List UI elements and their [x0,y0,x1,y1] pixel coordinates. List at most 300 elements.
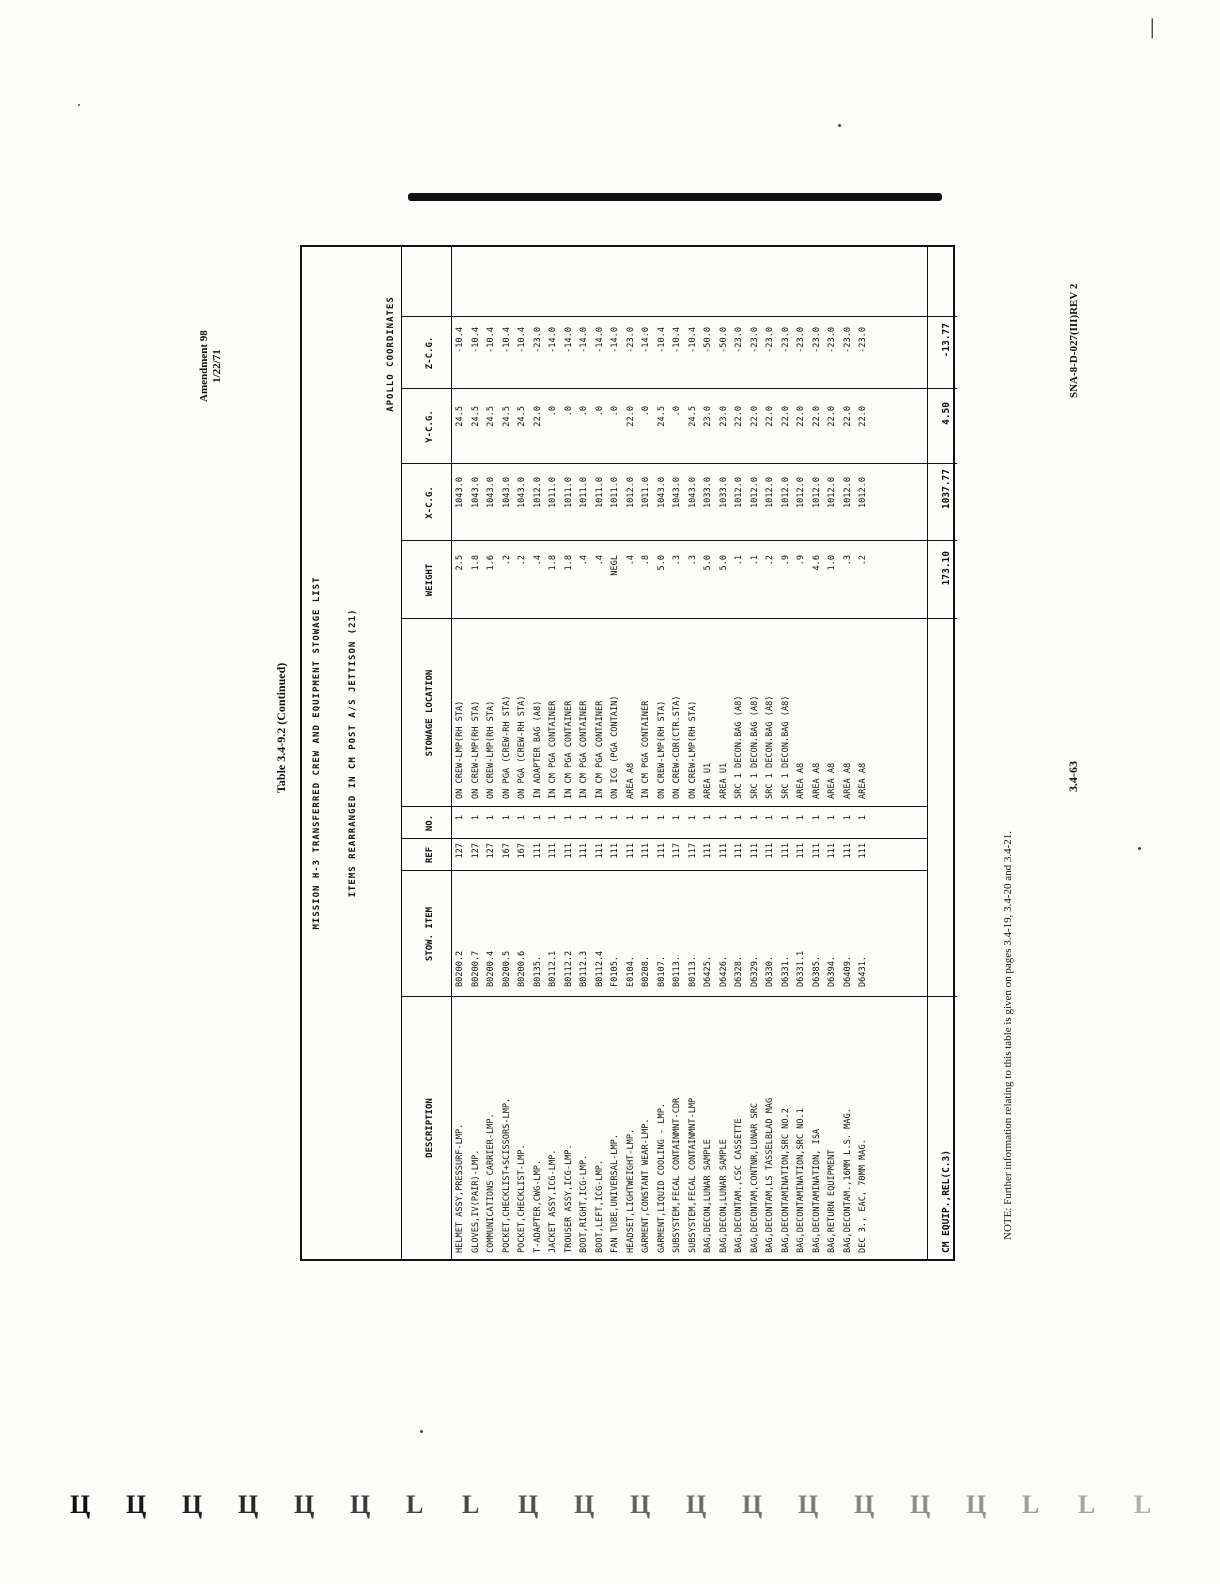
cell-ref: 127 [455,843,465,859]
cell-description: DEC 3., EAC, 70MM MAG. [858,1139,868,1253]
cell-xcg: 1011.0 [563,477,574,509]
speck [1138,847,1141,850]
cell-location: AREA A8 [827,762,837,799]
cell-stow-item: B0200.4 [486,950,496,987]
cell-stow-item: B0107. [656,955,667,987]
cell-location: ON CREW-LMP(RH STA) [486,700,496,799]
film-mark: Ц [518,1490,539,1519]
cell-zcg: -10.4 [501,327,512,353]
film-mark: Ц [126,1490,147,1519]
cell-weight: .9 [796,555,806,566]
cell-weight: .3 [687,555,698,566]
cell-location: ON PGA (CREW-RH STA) [501,695,512,799]
cell-ycg: 24.5 [517,406,527,427]
cell-weight: .2 [858,555,868,566]
cell-description: BAG,DECONTAM.,16MM L.S. MAG. [842,1108,853,1253]
cell-ref: 117 [672,843,682,859]
cell-xcg: 1012.0 [532,477,543,509]
ref-column [453,843,872,869]
cell-zcg: -10.4 [687,327,698,353]
cell-description: BAG,DECON,LUNAR SAMPLE [703,1139,713,1253]
cell-ref: 127 [486,843,496,859]
cell-weight: .4 [625,555,636,566]
cell-ycg: 22.0 [532,406,543,427]
cell-location: AREA A8 [796,762,806,799]
cell-zcg: -23.0 [827,327,837,353]
stowage-table [300,245,955,1261]
amendment-label: Amendment 98 [198,330,210,402]
cell-stow-item: D6409. [842,955,853,987]
cell-no: 1 [796,815,806,821]
film-mark: Ц [686,1490,707,1519]
top-right-mark: | [1150,14,1155,39]
cell-no: 1 [594,815,605,821]
cell-stow-item: B0208. [641,955,651,987]
cell-no: 1 [672,815,682,821]
cell-xcg: 1011.0 [641,477,651,509]
film-mark: L [1134,1490,1152,1519]
cell-zcg: -23.0 [532,327,543,353]
cell-weight: .1 [749,555,760,566]
cell-location: AREA A8 [811,762,822,799]
zcg-column [453,327,872,387]
cell-no: 1 [470,815,481,821]
film-mark: L [462,1490,480,1519]
cell-ycg: 22.0 [625,406,636,427]
cell-stow-item: B0200.5 [501,950,512,987]
cell-location: AREA A8 [842,762,853,799]
cell-no: 1 [734,815,744,821]
cell-zcg: -23.0 [625,327,636,353]
header-ref: REF [425,846,435,864]
table-title: Table 3.4-9.2 (Continued) [274,662,288,793]
cell-description: BOOT,RIGHT,ICG-LMP. [579,1154,589,1253]
description-column [453,999,872,1253]
cell-location: SRC 1 DECON.BAG (A8) [749,695,760,799]
cell-xcg: 1012.0 [734,477,744,509]
cell-location: SRC 1 DECON.BAG (A8) [765,695,775,799]
cell-no: 1 [517,815,527,821]
cell-location: IN CM PGA CONTAINER [548,700,558,799]
header-zcg: Z-C.G. [425,336,435,370]
cell-zcg: -23.0 [796,327,806,353]
cell-xcg: 1012.0 [796,477,806,509]
cell-location: ON ICG (PGA CONTAIN) [610,695,620,799]
cell-no: 1 [656,815,667,821]
cell-location: ON CREW-LMP(RH STA) [687,700,698,799]
amendment-block [198,330,224,402]
cell-location: ON CREW-LMP(RH STA) [455,700,465,799]
cell-no: 1 [563,815,574,821]
cell-description: GARMENT,CONSTANT WEAR-LMP. [641,1118,651,1253]
cell-ycg: 22.0 [842,406,853,427]
cell-ycg: 22.0 [780,406,791,427]
cell-xcg: 1012.0 [780,477,791,509]
cell-description: BAG,DECONTAM,LS TASSELBLAD MAG [765,1097,775,1253]
cell-weight: .3 [672,555,682,566]
film-mark: Ц [966,1490,987,1519]
cell-weight: .4 [532,555,543,566]
cell-location: AREA A8 [625,762,636,799]
cell-ref: 111 [780,843,791,859]
cell-zcg: -14.0 [579,327,589,353]
cell-ref: 111 [765,843,775,859]
cell-ycg: .0 [579,406,589,417]
cell-no: 1 [703,815,713,821]
footnote: NOTE: Further information relating to this table is given on pages 3.4-19, 3.4-20 and 3.4-21. [1002,830,1014,1240]
cell-no: 1 [625,815,636,821]
cell-ref: 111 [827,843,837,859]
table-heading-2: ITEMS REARRANGED IN CM POST A/S JETTISON (21) [348,608,358,898]
cell-weight: .2 [765,555,775,566]
header-location: STOWAGE LOCATION [425,669,435,757]
cell-ycg: 22.0 [858,406,868,427]
revision-bar [408,193,942,201]
col-divider [401,463,957,464]
film-mark: Ц [238,1490,259,1519]
cell-ref: 111 [610,843,620,859]
cell-stow-item: D6329. [749,955,760,987]
cell-description: GARMENT,LIQUID COOLING - LMP. [656,1102,667,1253]
speck [838,124,841,127]
cell-description: BAG,DECONTAMINATION,SRC NO.1 [796,1108,806,1253]
cell-xcg: 1011.0 [610,477,620,509]
cell-description: BAG,RETURN EQUIPMENT [827,1149,837,1253]
cell-stow-item: D6425. [703,955,713,987]
header-xcg: X-C.G. [425,486,435,519]
cell-zcg: -50.0 [718,327,729,353]
cell-zcg: -10.4 [656,327,667,353]
total-xcg: 1037.77 [941,469,952,510]
cell-zcg: -23.0 [780,327,791,353]
cell-stow-item: F0105. [610,955,620,987]
cell-zcg: -14.0 [610,327,620,353]
cell-stow-item: B0112.4 [594,950,605,987]
cell-xcg: 1043.0 [687,477,698,509]
cell-location: ON CREW-CDR(CTR.STA) [672,695,682,799]
cell-zcg: -14.0 [563,327,574,353]
cell-xcg: 1043.0 [501,477,512,509]
header-weight: WEIGHT [425,563,435,597]
cell-ycg: .0 [594,406,605,417]
cell-stow-item: B0112.2 [563,950,574,987]
table-heading-1: MISSION H-3 TRANSFERRED CREW AND EQUIPMENT STOWAGE LIST [312,576,322,930]
page-number: 3.4-63 [1066,761,1080,792]
header-top-rule [401,247,402,1259]
cell-stow-item: E0104. [625,955,636,987]
cell-ycg: 22.0 [749,406,760,427]
cell-no: 1 [858,815,868,821]
cell-ref: 111 [625,843,636,859]
film-mark: Ц [574,1490,595,1519]
cell-no: 1 [749,815,760,821]
cell-no: 1 [455,815,465,821]
cell-description: HEADSET,LIGHTWEIGHT-LMP. [625,1128,636,1253]
cell-zcg: -10.4 [486,327,496,353]
film-mark: Ц [70,1490,91,1519]
cell-location: IN CM PGA CONTAINER [641,700,651,799]
cell-zcg: -23.0 [811,327,822,353]
cell-xcg: 1033.0 [718,477,729,509]
film-mark: Ц [798,1490,819,1519]
cell-ycg: 24.5 [486,406,496,427]
xcg-column [453,477,872,539]
cell-xcg: 1011.0 [548,477,558,509]
film-mark: Ц [182,1490,203,1519]
cell-weight: .2 [501,555,512,566]
cell-zcg: -50.0 [703,327,713,353]
cell-ycg: 24.5 [470,406,481,427]
cell-ref: 111 [842,843,853,859]
film-mark: Ц [350,1490,371,1519]
cell-weight: 2.5 [455,555,465,571]
ycg-column [453,406,872,462]
cell-stow-item: B0112.1 [548,950,558,987]
cell-location: AREA A8 [858,762,868,799]
cell-weight: .4 [579,555,589,566]
cell-ref: 111 [641,843,651,859]
coordinates-group-header: APOLLO COORDINATES [386,296,396,412]
cell-ref: 111 [563,843,574,859]
cell-ref: 111 [811,843,822,859]
cell-weight: .3 [842,555,853,566]
cell-ref: 111 [703,843,713,859]
col-divider [401,618,957,619]
cell-no: 1 [780,815,791,821]
cell-no: 1 [579,815,589,821]
cell-weight: 1.8 [470,555,481,571]
col-divider [401,838,927,839]
cell-xcg: 1043.0 [455,477,465,509]
total-zcg: -13.77 [941,323,952,358]
cell-location: ON CREW-LMP(RH STA) [470,700,481,799]
cell-stow-item: D6331. [780,955,791,987]
cell-description: COMMUNICATIONS CARRIER-LMP. [486,1113,496,1253]
cell-stow-item: D6426. [718,955,729,987]
cell-stow-item: D6330. [765,955,775,987]
cell-location: ON PGA (CREW-RH STA) [517,695,527,799]
cell-ref: 167 [517,843,527,859]
cell-no: 1 [641,815,651,821]
cell-description: HELMET ASSY,PRESSURF-LMP. [455,1123,465,1253]
cell-xcg: 1012.0 [765,477,775,509]
cell-stow-item: B0113. [687,955,698,987]
cell-location: ON CREW-LMP(RH STA) [656,700,667,799]
film-mark: L [1022,1490,1040,1519]
cell-ref: 167 [501,843,512,859]
location-column [453,621,872,799]
cell-zcg: -14.0 [594,327,605,353]
cell-xcg: 1011.0 [594,477,605,509]
cell-location: IN ADAPTER BAG (A8) [532,700,543,799]
cell-zcg: -10.4 [470,327,481,353]
cell-weight: .8 [641,555,651,566]
cell-ref: 117 [687,843,698,859]
cell-ref: 127 [470,843,481,859]
cell-description: TROUSER ASSY,ICG-LMP. [563,1144,574,1253]
film-mark: Ц [854,1490,875,1519]
cell-xcg: 1043.0 [470,477,481,509]
cell-no: 1 [532,815,543,821]
cell-stow-item: B0200.6 [517,950,527,987]
cell-ycg: .0 [641,406,651,417]
cell-xcg: 1043.0 [517,477,527,509]
cell-location: SRC 1 DECON.BAG (A8) [780,695,791,799]
cell-description: T-ADAPTER,CWG-LMP. [532,1159,543,1253]
col-divider [401,540,957,541]
cell-weight: 1.8 [548,555,558,571]
cell-stow-item: B0113. [672,955,682,987]
film-mark: L [1078,1490,1096,1519]
table-grid [401,247,957,1259]
cell-stow-item: D6385. [811,955,822,987]
cell-ref: 111 [548,843,558,859]
cell-ycg: 22.0 [811,406,822,427]
cell-stow-item: D6328. [734,955,744,987]
cell-weight: .9 [780,555,791,566]
cell-description: BAG,DECON,LUNAR SAMPLE [718,1139,729,1253]
cell-ycg: 23.0 [718,406,729,427]
cell-xcg: 1043.0 [672,477,682,509]
cell-zcg: -23.0 [858,327,868,353]
cell-ref: 111 [796,843,806,859]
cell-weight: 1.8 [563,555,574,571]
cell-ref: 111 [656,843,667,859]
cell-ref: 111 [532,843,543,859]
cell-location: SRC 1 DECON.BAG (A8) [734,695,744,799]
no-column [453,815,872,835]
cell-weight: .2 [517,555,527,566]
cell-weight: 4.6 [811,555,822,571]
cell-xcg: 1012.0 [749,477,760,509]
cell-weight: .4 [594,555,605,566]
cell-description: JACKET ASSY,ICG-LMP. [548,1149,558,1253]
cell-ref: 111 [594,843,605,859]
header-ycg: Y-C.G. [425,410,435,443]
film-mark: Ц [742,1490,763,1519]
header-bottom-rule [451,247,452,1259]
cell-xcg: 1012.0 [858,477,868,509]
cell-location: IN CM PGA CONTAINER [563,700,574,799]
cell-no: 1 [548,815,558,821]
cell-no: 1 [486,815,496,821]
header-no: NO. [425,814,435,832]
cell-xcg: 1012.0 [827,477,837,509]
cell-zcg: -10.4 [672,327,682,353]
film-mark: Ц [630,1490,651,1519]
cell-no: 1 [610,815,620,821]
cell-ycg: 22.0 [765,406,775,427]
film-mark: Ц [910,1490,931,1519]
cell-stow-item: D6431. [858,955,868,987]
cell-xcg: 1043.0 [656,477,667,509]
cell-no: 1 [811,815,822,821]
cell-stow-item: D6394. [827,955,837,987]
header-stow-item: STOW. ITEM [425,906,435,962]
total-label: CM EQUIP.,REL(C.3) [941,1150,952,1253]
cell-description: FAN TUBE,UNIVERSAL-LMP. [610,1134,620,1253]
cell-zcg: -10.4 [517,327,527,353]
cell-weight: 1.0 [827,555,837,571]
film-mark: Ц [294,1490,315,1519]
cell-ycg: 23.0 [703,406,713,427]
total-weight: 173.10 [941,551,952,586]
cell-stow-item: D6331.1 [796,950,806,987]
cell-zcg: -23.0 [734,327,744,353]
cell-zcg: -23.0 [842,327,853,353]
cell-xcg: 1012.0 [811,477,822,509]
cell-stow-item: B0200.2 [455,950,465,987]
total-ycg: 4.50 [941,402,952,425]
cell-description: GLOVES,IV(PAIR)-LMP. [470,1149,481,1253]
cell-xcg: 1011.0 [579,477,589,509]
speck [78,104,80,106]
amendment-date: 1/22/71 [211,349,223,383]
cell-ycg: .0 [610,406,620,417]
cell-weight: 1.6 [486,555,496,571]
cell-ref: 111 [749,843,760,859]
cell-ycg: .0 [548,406,558,417]
cell-weight: .1 [734,555,744,566]
cell-ycg: 24.5 [501,406,512,427]
cell-description: BAG,DECONTAMINATION,SRC NO.2 [780,1108,791,1253]
cell-xcg: 1043.0 [486,477,496,509]
cell-no: 1 [827,815,837,821]
col-divider [401,388,957,389]
cell-description: BOOT,LEFT,ICG-LMP. [594,1159,605,1253]
cell-weight: NEGL [610,555,620,576]
col-divider [401,806,927,807]
cell-ycg: 22.0 [827,406,837,427]
total-top-rule [927,247,928,1259]
stow-item-column [453,877,872,987]
cell-stow-item: B0200.7 [470,950,481,987]
col-divider [401,996,957,997]
cell-stow-item: B0112.3 [579,950,589,987]
cell-weight: 5.0 [703,555,713,571]
cell-location: AREA U1 [718,762,729,799]
cell-ref: 111 [579,843,589,859]
cell-zcg: -14.0 [641,327,651,353]
cell-ycg: .0 [672,406,682,417]
cell-no: 1 [765,815,775,821]
cell-xcg: 1012.0 [625,477,636,509]
cell-ref: 111 [718,843,729,859]
cell-location: AREA U1 [703,762,713,799]
col-divider [401,316,957,317]
cell-location: IN CM PGA CONTAINER [594,700,605,799]
cell-ycg: 24.5 [687,406,698,427]
cell-ref: 111 [858,843,868,859]
cell-ycg: 24.5 [656,406,667,427]
cell-description: POCKET,CHECKLIST-LMP. [517,1144,527,1253]
cell-xcg: 1033.0 [703,477,713,509]
cell-ref: 111 [734,843,744,859]
cell-zcg: -14.0 [548,327,558,353]
cell-weight: 5.0 [656,555,667,571]
cell-description: BAG,DECONTAMINATION, ISA [811,1128,822,1253]
cell-no: 1 [501,815,512,821]
cell-no: 1 [842,815,853,821]
cell-stow-item: B0135. [532,955,543,987]
cell-description: BAG,DECONTAM,CONTNR,LUNAR SRC [749,1102,760,1253]
cell-weight: 5.0 [718,555,729,571]
cell-xcg: 1012.0 [842,477,853,509]
weight-column [453,555,872,615]
cell-location: IN CM PGA CONTAINER [579,700,589,799]
header-description: DESCRIPTION [425,1098,435,1158]
cell-description: POCKET,CHECKLIST+SCISSORS-LMP. [501,1097,512,1253]
